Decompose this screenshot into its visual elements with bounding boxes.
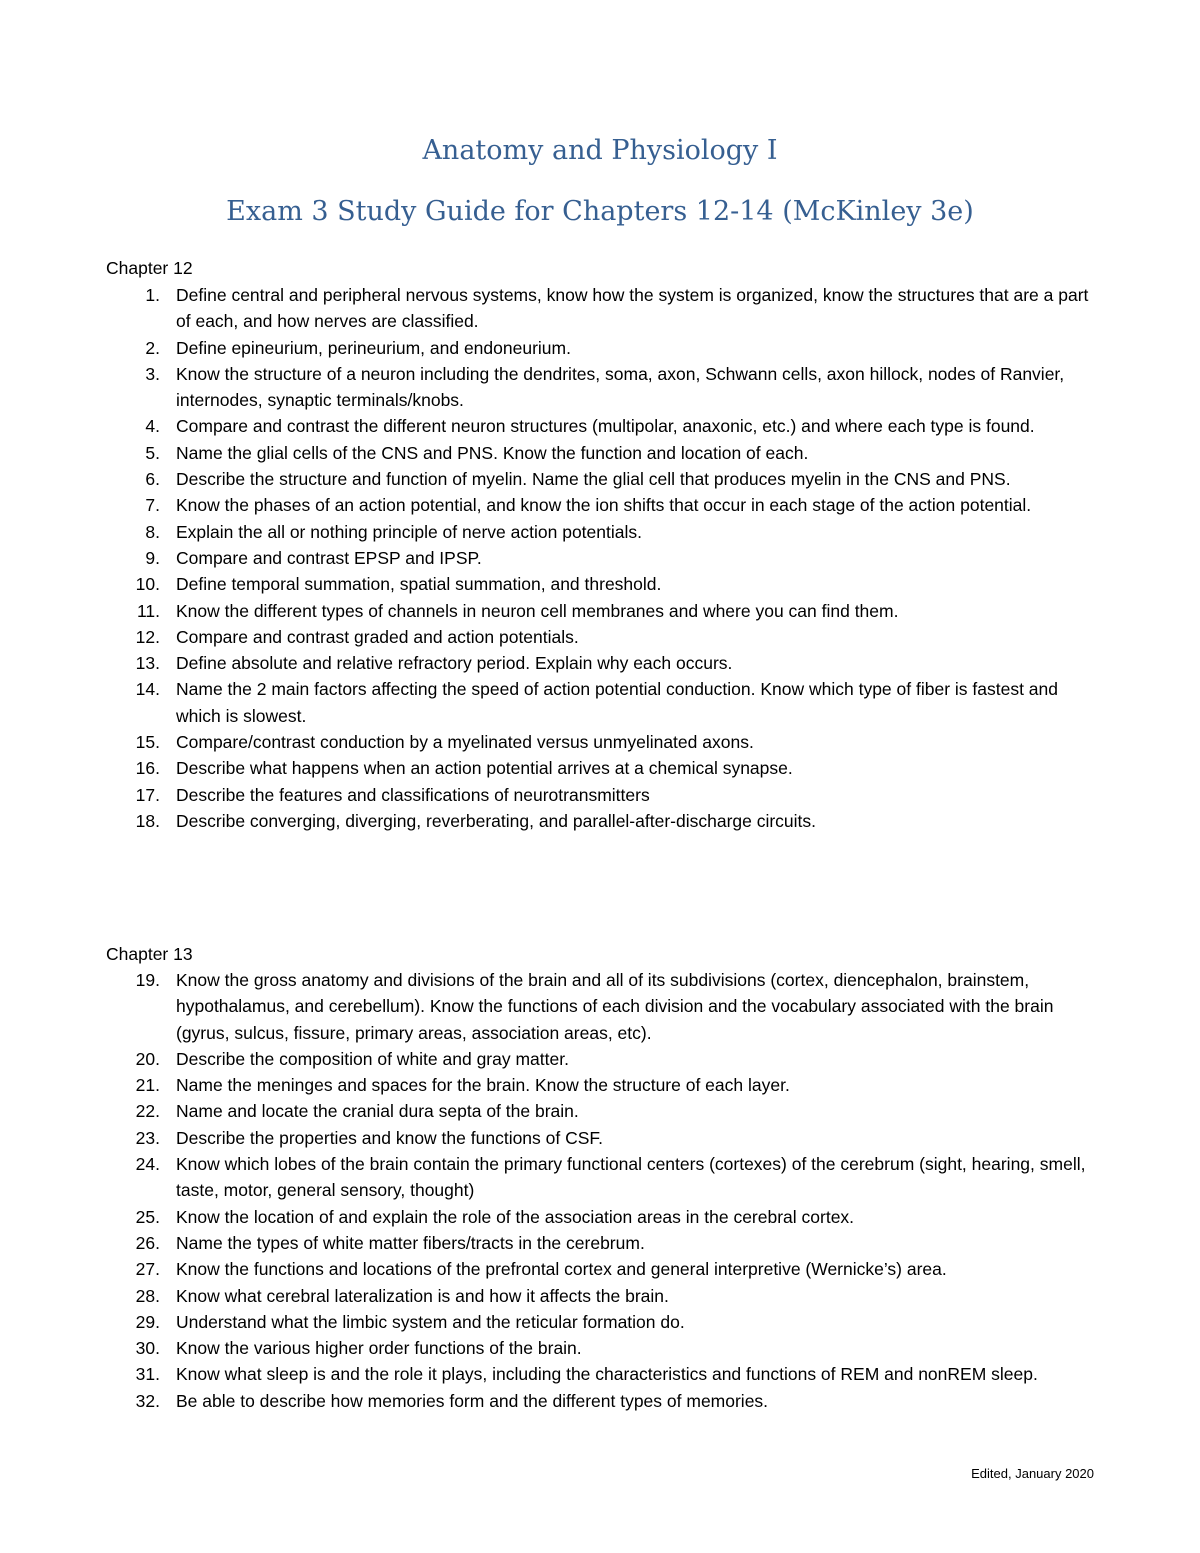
list-item bbox=[0, 650, 1096, 676]
list-item-number: 4. bbox=[145, 416, 160, 437]
list-item bbox=[0, 1046, 1096, 1072]
list-item bbox=[0, 1388, 1096, 1414]
list-item-number: 2. bbox=[145, 337, 160, 358]
list-item-text: Explain the all or nothing principle of nerve action potentials. bbox=[176, 521, 642, 542]
list-item-text: Compare and contrast graded and action potentials. bbox=[176, 626, 579, 647]
list-item bbox=[0, 755, 1096, 781]
list-item-text: Describe converging, diverging, reverberating, and parallel-after-discharge circuits. bbox=[176, 810, 817, 831]
list-item bbox=[0, 729, 1096, 755]
list-item-text: Define central and peripheral nervous systems, know how the system is organized, know the structures that are a part of each, and how nerves are classified. bbox=[176, 285, 1089, 332]
list-item-number: 28. bbox=[135, 1285, 160, 1306]
list-item-text: Define absolute and relative refractory period. Explain why each occurs. bbox=[176, 653, 733, 674]
list-item-text: Define temporal summation, spatial summation, and threshold. bbox=[176, 574, 662, 595]
list-item-number: 10. bbox=[135, 574, 160, 595]
list-item-text: Be able to describe how memories form and the different types of memories. bbox=[176, 1390, 769, 1411]
list-item-number: 3. bbox=[145, 363, 160, 384]
list-item bbox=[0, 1309, 1096, 1335]
list-item bbox=[0, 1204, 1096, 1230]
document-title: Anatomy and Physiology I bbox=[422, 135, 778, 166]
list-item bbox=[0, 413, 1096, 439]
list-item-number: 23. bbox=[135, 1127, 160, 1148]
list-item bbox=[0, 440, 1096, 466]
chapter-12-list bbox=[0, 282, 1096, 834]
list-item-text: Define epineurium, perineurium, and endoneurium. bbox=[176, 337, 571, 358]
list-item bbox=[0, 492, 1096, 518]
list-item-text: Know the various higher order functions of the brain. bbox=[176, 1338, 582, 1359]
list-item-text: Describe the structure and function of myelin. Name the glial cell that produces myelin in the CNS and PNS. bbox=[176, 469, 1011, 490]
list-item-number: 14. bbox=[135, 679, 160, 700]
list-item-number: 24. bbox=[135, 1154, 160, 1175]
list-item-text: Name the glial cells of the CNS and PNS. Know the function and location of each. bbox=[176, 442, 809, 463]
list-item-number: 27. bbox=[135, 1259, 160, 1280]
list-item bbox=[0, 571, 1096, 597]
list-item-text: Describe the properties and know the functions of CSF. bbox=[176, 1127, 604, 1148]
chapter-12-heading: Chapter 12 bbox=[106, 258, 193, 278]
list-item-text: Understand what the limbic system and the reticular formation do. bbox=[176, 1311, 685, 1332]
list-item bbox=[0, 1230, 1096, 1256]
list-item-text: Know what sleep is and the role it plays, including the characteristics and functions of REM and nonREM sleep. bbox=[176, 1364, 1038, 1385]
list-item-number: 5. bbox=[145, 442, 160, 463]
chapter-13-heading: Chapter 13 bbox=[106, 944, 193, 964]
list-item-number: 31. bbox=[135, 1364, 160, 1385]
list-item-number: 25. bbox=[135, 1206, 160, 1227]
list-item bbox=[0, 335, 1096, 361]
list-item-number: 12. bbox=[135, 626, 160, 647]
list-item bbox=[0, 1256, 1096, 1282]
list-item-number: 9. bbox=[145, 547, 160, 568]
list-item-text: Know the phases of an action potential, and know the ion shifts that occur in each stage of the action potential. bbox=[176, 495, 1032, 516]
chapter-13-list bbox=[0, 967, 1096, 1414]
list-item-text: Name the 2 main factors affecting the speed of action potential conduction. Know which type of fiber is fastest and which is slowest. bbox=[176, 679, 1058, 726]
list-item bbox=[0, 1151, 1096, 1204]
list-item-text: Know the structure of a neuron including the dendrites, soma, axon, Schwann cells, axon hillock, nodes of Ranvier, internodes, synaptic terminals/knobs. bbox=[176, 363, 1065, 411]
list-item-number: 30. bbox=[135, 1338, 160, 1359]
list-item-text: Know what cerebral lateralization is and how it affects the brain. bbox=[176, 1285, 669, 1306]
list-item-number: 20. bbox=[135, 1048, 160, 1069]
list-item bbox=[0, 1125, 1096, 1151]
list-item bbox=[0, 1335, 1096, 1361]
list-item-number: 21. bbox=[135, 1075, 160, 1096]
list-item-number: 17. bbox=[135, 784, 160, 805]
list-item bbox=[0, 624, 1096, 650]
document-subtitle: Exam 3 Study Guide for Chapters 12-14 (McKinley 3e) bbox=[226, 196, 974, 227]
list-item bbox=[0, 466, 1096, 492]
list-item-text: Describe the features and classifications of neurotransmitters bbox=[176, 784, 650, 805]
list-item-number: 13. bbox=[135, 653, 160, 674]
list-item-number: 18. bbox=[135, 810, 160, 831]
list-item bbox=[0, 1098, 1096, 1124]
list-item bbox=[0, 545, 1096, 571]
list-item-text: Know the location of and explain the role of the association areas in the cerebral cortex. bbox=[176, 1206, 855, 1227]
list-item bbox=[0, 1361, 1096, 1387]
list-item-text: Compare/contrast conduction by a myelinated versus unmyelinated axons. bbox=[176, 732, 754, 753]
list-item-text: Name the types of white matter fibers/tracts in the cerebrum. bbox=[176, 1232, 645, 1253]
list-item bbox=[0, 519, 1096, 545]
list-item-text: Compare and contrast EPSP and IPSP. bbox=[176, 547, 482, 568]
list-item-text: Describe what happens when an action potential arrives at a chemical synapse. bbox=[176, 758, 793, 779]
list-item-text: Name and locate the cranial dura septa of the brain. bbox=[176, 1101, 579, 1122]
list-item-text: Compare and contrast the different neuron structures (multipolar, anaxonic, etc.) and where each type is found. bbox=[176, 416, 1035, 437]
list-item-number: 16. bbox=[135, 758, 160, 779]
list-item-number: 7. bbox=[145, 495, 160, 516]
list-item-number: 26. bbox=[135, 1232, 160, 1253]
list-item-number: 29. bbox=[135, 1311, 160, 1332]
list-item-text: Know which lobes of the brain contain the primary functional centers (cortexes) of the cerebrum (sight, hearing, smell, taste, motor, general sensory, thought) bbox=[176, 1154, 1086, 1201]
list-item-number: 32. bbox=[135, 1390, 160, 1411]
list-item-text: Know the gross anatomy and divisions of the brain and all of its subdivisions (cortex, diencephalon, brainstem, hypothalamus, and cerebellum). Know the functions of each division and the vocabulary associated with the brain (gyrus, sulcus, fissure, primary areas, association areas, etc). bbox=[176, 970, 1054, 1043]
list-item bbox=[0, 282, 1096, 335]
list-item-number: 1. bbox=[145, 285, 160, 305]
list-item bbox=[0, 1072, 1096, 1098]
list-item bbox=[0, 782, 1096, 808]
list-item-number: 15. bbox=[135, 732, 160, 753]
list-item bbox=[0, 598, 1096, 624]
list-item-number: 11. bbox=[136, 600, 160, 621]
list-item bbox=[0, 676, 1096, 729]
list-item-text: Name the meninges and spaces for the brain. Know the structure of each layer. bbox=[176, 1075, 790, 1096]
list-item-text: Know the different types of channels in neuron cell membranes and where you can find them. bbox=[176, 600, 899, 621]
list-item bbox=[0, 967, 1096, 1046]
list-item-text: Know the functions and locations of the prefrontal cortex and general interpretive (Wernicke’s) area. bbox=[176, 1259, 947, 1280]
list-item-text: Describe the composition of white and gray matter. bbox=[176, 1048, 569, 1069]
list-item-number: 19. bbox=[135, 970, 160, 990]
list-item-number: 22. bbox=[135, 1101, 160, 1122]
edited-date-footer: Edited, January 2020 bbox=[971, 1466, 1094, 1481]
list-item bbox=[0, 361, 1096, 414]
list-item-number: 6. bbox=[145, 469, 160, 490]
list-item-number: 8. bbox=[145, 521, 160, 542]
list-item bbox=[0, 1283, 1096, 1309]
list-item bbox=[0, 808, 1096, 834]
